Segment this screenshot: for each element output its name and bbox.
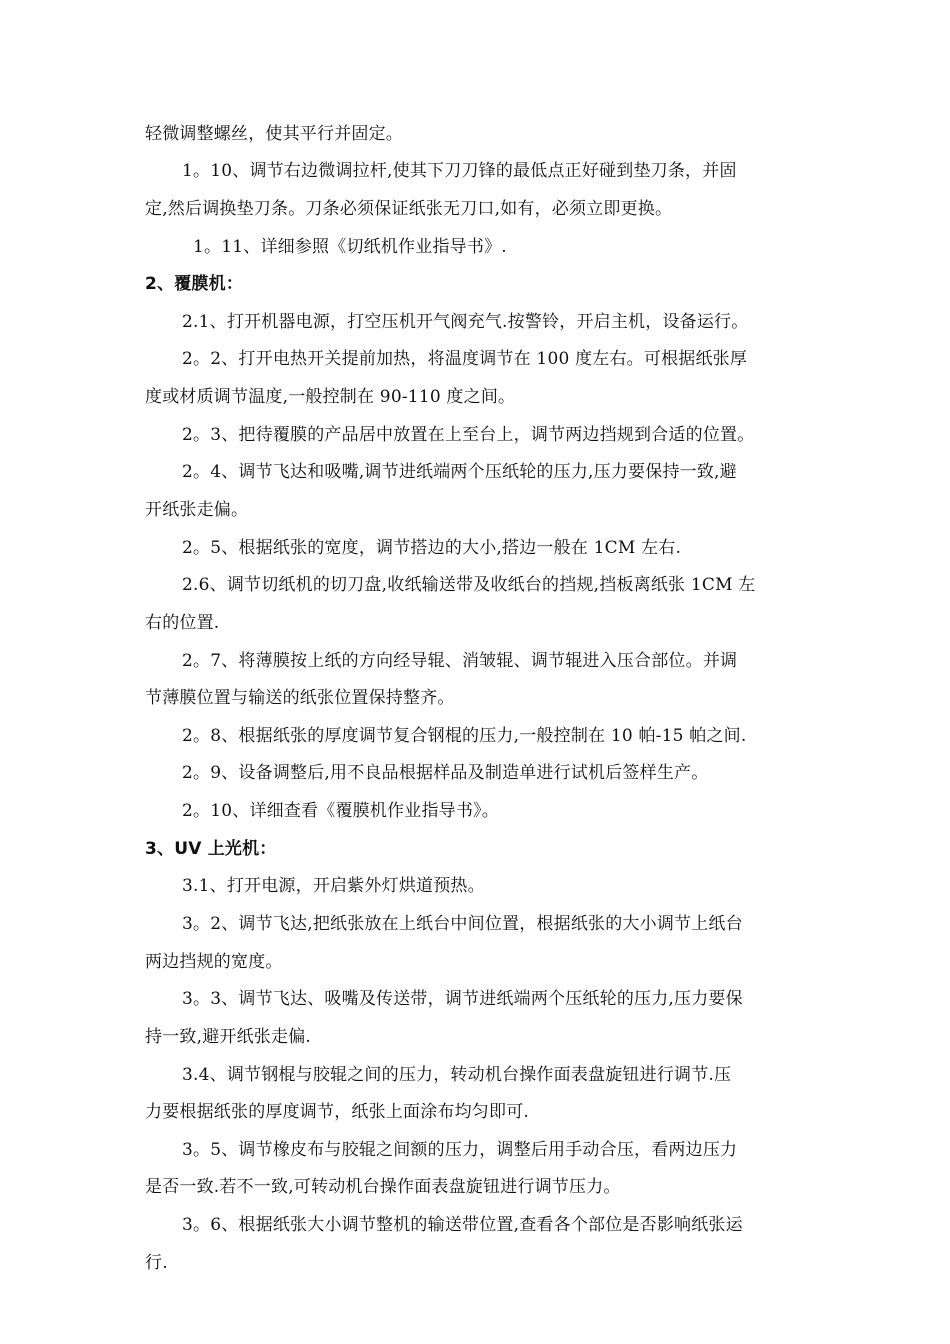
text-line: 是否一致.若不一致,可转动机台操作面表盘旋钮进行调节压力。 [145, 1177, 621, 1197]
text-line: 2。10、详细查看《覆膜机作业指导书》。 [182, 801, 499, 821]
text-line: 持一致,避开纸张走偏. [145, 1027, 312, 1047]
text-line: 定,然后调换垫刀条。刀条必须保证纸张无刀口,如有，必须立即更换。 [145, 199, 673, 219]
text-line: 2。7、将薄膜按上纸的方向经导辊、消皱辊、调节辊进入压合部位。并调 [182, 651, 738, 671]
section-heading: 3、UV 上光机： [145, 839, 277, 859]
text-line: 3。2、调节飞达,把纸张放在上纸台中间位置，根据纸张的大小调节上纸台 [182, 914, 743, 934]
text-line: 行. [145, 1253, 168, 1273]
text-line: 3.4、调节钢棍与胶辊之间的压力，转动机台操作面表盘旋钮进行调节.压 [182, 1065, 732, 1085]
text-line: 右的位置. [145, 613, 220, 633]
text-line: 2。5、根据纸张的宽度，调节搭边的大小,搭边一般在 1CM 左右. [182, 538, 682, 558]
text-line: 3.1、打开电源，开启紫外灯烘道预热。 [182, 876, 485, 896]
text-line: 2。4、调节飞达和吸嘴,调节进纸端两个压纸轮的压力,压力要保持一致,避 [182, 462, 737, 482]
text-line: 力要根据纸张的厚度调节，纸张上面涂布均匀即可. [145, 1102, 530, 1122]
text-line: 3。5、调节橡皮布与胶辊之间额的压力，调整后用手动合压，看两边压力 [182, 1140, 738, 1160]
text-line: 度或材质调节温度,一般控制在 90-110 度之间。 [145, 387, 516, 407]
text-line: 3。6、根据纸张大小调节整机的输送带位置,查看各个部位是否影响纸张运 [182, 1215, 743, 1235]
text-line: 3。3、调节飞达、吸嘴及传送带，调节进纸端两个压纸轮的压力,压力要保 [182, 989, 743, 1009]
text-line: 1。10、调节右边微调拉杆,使其下刀刀锋的最低点正好碰到垫刀条，并固 [182, 161, 737, 181]
text-line: 轻微调整螺丝，使其平行并固定。 [145, 124, 403, 144]
text-line: 2.6、调节切纸机的切刀盘,收纸输送带及收纸台的挡规,挡板离纸张 1CM 左 [182, 575, 756, 595]
text-line: 开纸张走偏。 [145, 500, 249, 520]
text-line: 2.1、打开机器电源，打空压机开气阀充气.按警铃，开启主机，设备运行。 [182, 312, 749, 332]
text-line: 2。2、打开电热开关提前加热，将温度调节在 100 度左右。可根据纸张厚 [182, 349, 748, 369]
section-heading: 2、覆膜机： [145, 274, 244, 294]
text-line: 1。11、详细参照《切纸机作业指导书》. [193, 237, 507, 257]
text-line: 2。9、设备调整后,用不良品根据样品及制造单进行试机后签样生产。 [182, 763, 709, 783]
text-line: 2。8、根据纸张的厚度调节复合钢棍的压力,一般控制在 10 帕-15 帕之间. [182, 726, 747, 746]
text-line: 2。3、把待覆膜的产品居中放置在上至台上，调节两边挡规到合适的位置。 [182, 425, 755, 445]
text-line: 节薄膜位置与输送的纸张位置保持整齐。 [145, 688, 455, 708]
text-line: 两边挡规的宽度。 [145, 952, 283, 972]
